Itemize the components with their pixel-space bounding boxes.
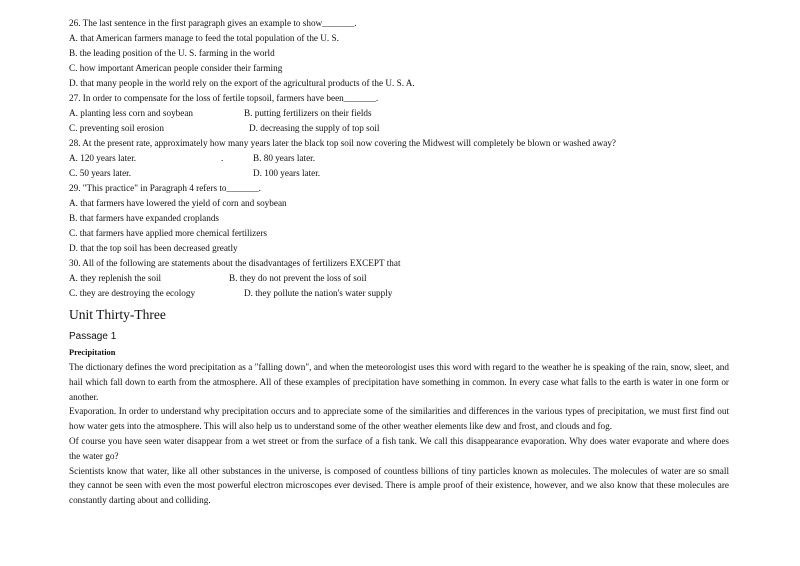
question-26-option-a: A. that American farmers manage to feed the total population of the U. S. (69, 33, 339, 43)
question-30-option-d: D. they pollute the nation's water supply (244, 288, 393, 298)
question-28-option-d: D. 100 years later. (253, 168, 321, 178)
question-30-option-c: C. they are destroying the ecology (69, 288, 196, 298)
question-29-option-a: A. that farmers have lowered the yield of corn and soybean (69, 198, 287, 208)
question-29-option-d: D. that the top soil has been decreased greatly (69, 243, 238, 253)
question-28-option-a: A. 120 years later. (69, 153, 137, 163)
paragraph-4: Scientists know that water, like all other substances in the universe, is composed of countless billions of tiny particles known as molecules. The molecules of water are so small they cannot be seen with even the most powerful electron microscopes ever devised. There is ample proof of their existence, however, and we also know that these molecules are constantly darting about and colliding. (69, 465, 729, 506)
question-30-option-a: A. they replenish the soil (69, 273, 162, 283)
question-28-option-b: B. 80 years later. (253, 153, 315, 163)
question-27-option-b: B. putting fertilizers on their fields (244, 108, 372, 118)
question-28-option-c: C. 50 years later. (69, 168, 131, 178)
question-30-stem: 30. All of the following are statements about the disadvantages of fertilizers EXCEPT that (69, 258, 401, 268)
unit-title: Unit Thirty-Three (69, 307, 166, 322)
question-30-option-b: B. they do not prevent the loss of soil (229, 273, 367, 283)
question-28-stray-dot: . (221, 153, 224, 163)
question-27-option-d: D. decreasing the supply of top soil (249, 123, 380, 133)
paragraph-3: Of course you have seen water disappear from a wet street or from the surface of a fish tank. We call this disappearance evaporation. Why does water evaporate and where does the water go? (69, 435, 729, 461)
question-29-option-c: C. that farmers have applied more chemical fertilizers (69, 228, 267, 238)
question-27-option-a: A. planting less corn and soybean (69, 108, 194, 118)
paragraph-2: Evaporation. In order to understand why precipitation occurs and to appreciate some of the similarities and differences in the various types of precipitation, we must first find out how water gets into the atmosphere. This will also help us to understand some of the other weather elements like dew and frost, and clouds and fog. (69, 406, 729, 432)
question-28-stem: 28. At the present rate, approximately how many years later the black top soil now covering the Midwest will completely be blown or washed away? (69, 138, 617, 148)
question-29-option-b: B. that farmers have expanded croplands (69, 213, 220, 223)
question-26-option-d: D. that many people in the world rely on the export of the agricultural products of the U. S. A. (69, 78, 415, 88)
question-26-option-b: B. the leading position of the U. S. farming in the world (69, 48, 275, 58)
question-26-stem: 26. The last sentence in the first paragraph gives an example to show_______. (69, 18, 357, 28)
question-27-stem: 27. In order to compensate for the loss of fertile topsoil, farmers have been_______. (69, 93, 379, 103)
passage-label: Passage 1 (69, 331, 117, 342)
question-27-option-c: C. preventing soil erosion (69, 123, 164, 133)
question-29-stem: 29. "This practice" in Paragraph 4 refers to_______. (69, 183, 261, 193)
section-heading: Precipitation (69, 348, 116, 357)
paragraph-1: The dictionary defines the word precipitation as a "falling down", and when the meteorologist uses this word with regard to the weather he is speaking of the rain, snow, sleet, and hail which fall down to earth from the atmosphere. All of these examples of precipitation have something in common. In every case what falls to the earth is water in one form or another. (69, 362, 729, 402)
passage-body (69, 360, 729, 508)
question-26-option-c: C. how important American people consider their farming (69, 63, 283, 73)
